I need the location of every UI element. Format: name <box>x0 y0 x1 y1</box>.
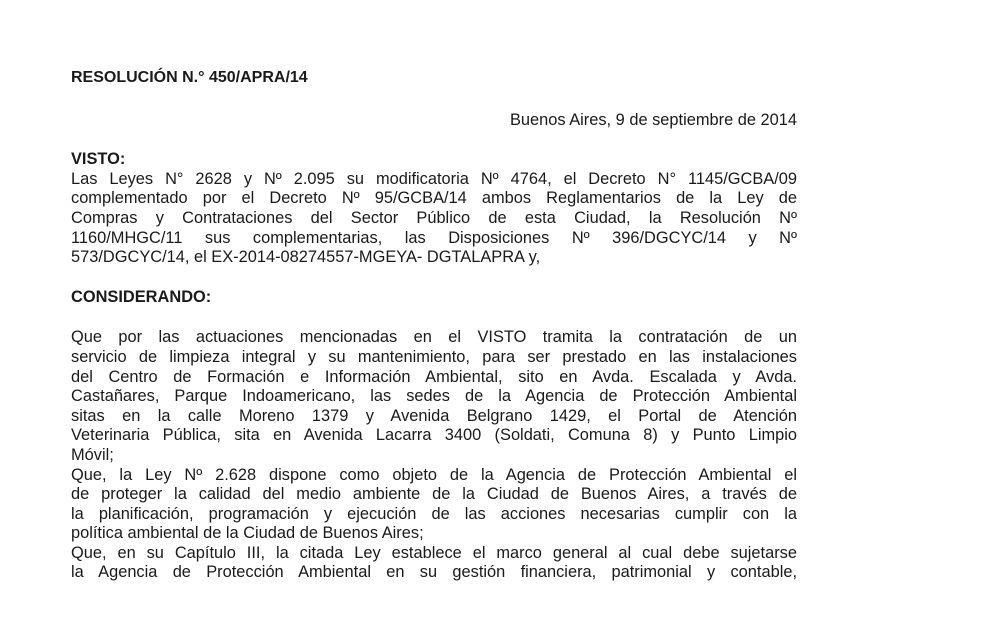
text-line: Castañares, Parque Indoamericano, las sedes de la Agencia de Protección Ambiental <box>71 387 797 406</box>
text-line: 1160/MHGC/11 sus complementarias, las Disposiciones Nº 396/DGCYC/14 y Nº <box>71 228 797 247</box>
text-line: Que, la Ley Nº 2.628 dispone como objeto de la Agencia de Protección Ambiental el <box>71 465 797 484</box>
text-line: Compras y Contrataciones del Sector Público de esta Ciudad, la Resolución Nº <box>71 208 797 227</box>
text-line: Veterinaria Pública, sita en Avenida Lacarra 3400 (Soldati, Comuna 8) y Punto Limpio <box>71 426 797 445</box>
considerando-paragraph-2 <box>71 466 797 544</box>
text-line: Las Leyes N° 2628 y Nº 2.095 su modificatoria Nº 4764, el Decreto N° 1145/GCBA/09 <box>71 169 797 188</box>
spacer <box>71 307 797 328</box>
text-line: del Centro de Formación e Información Ambiental, sito en Avda. Escalada y Avda. <box>71 367 797 386</box>
text-line: Móvil; <box>71 445 114 464</box>
visto-paragraph <box>71 170 797 268</box>
date-line: Buenos Aires, 9 de septiembre de 2014 <box>509 110 797 129</box>
text-line: de proteger la calidad del medio ambiente de la Ciudad de Buenos Aires, a través de <box>71 485 797 504</box>
text-line: Que por las actuaciones mencionadas en el VISTO tramita la contratación de un <box>71 328 797 347</box>
resolution-title: RESOLUCIÓN N.° 450/APRA/14 <box>71 69 308 86</box>
considerando-heading: CONSIDERANDO: <box>71 287 212 306</box>
resolution-document <box>71 68 797 583</box>
text-line: servicio de limpieza integral y su mantenimiento, para ser prestado en las instalaciones <box>71 347 797 366</box>
text-line: 573/DGCYC/14, el EX-2014-08274557-MGEYA- DGTALAPRA y, <box>71 248 541 267</box>
considerando-paragraph-1 <box>71 328 797 465</box>
text-line: Que, en su Capítulo III, la citada Ley establece el marco general al cual debe sujetarse <box>71 543 797 562</box>
text-line: la Agencia de Protección Ambiental en su gestión financiera, patrimonial y contable, <box>71 563 797 582</box>
text-line: la planificación, programación y ejecución de las acciones necesarias cumplir con la <box>71 504 797 523</box>
text-line: complementado por el Decreto Nº 95/GCBA/14 ambos Reglamentarios de la Ley de <box>71 189 797 208</box>
visto-heading: VISTO: <box>71 150 126 169</box>
text-line: política ambiental de la Ciudad de Buenos Aires; <box>71 524 424 543</box>
text-line: sitas en la calle Moreno 1379 y Avenida Belgrano 1429, el Portal de Atención <box>71 406 797 425</box>
considerando-paragraph-3 <box>71 544 797 583</box>
